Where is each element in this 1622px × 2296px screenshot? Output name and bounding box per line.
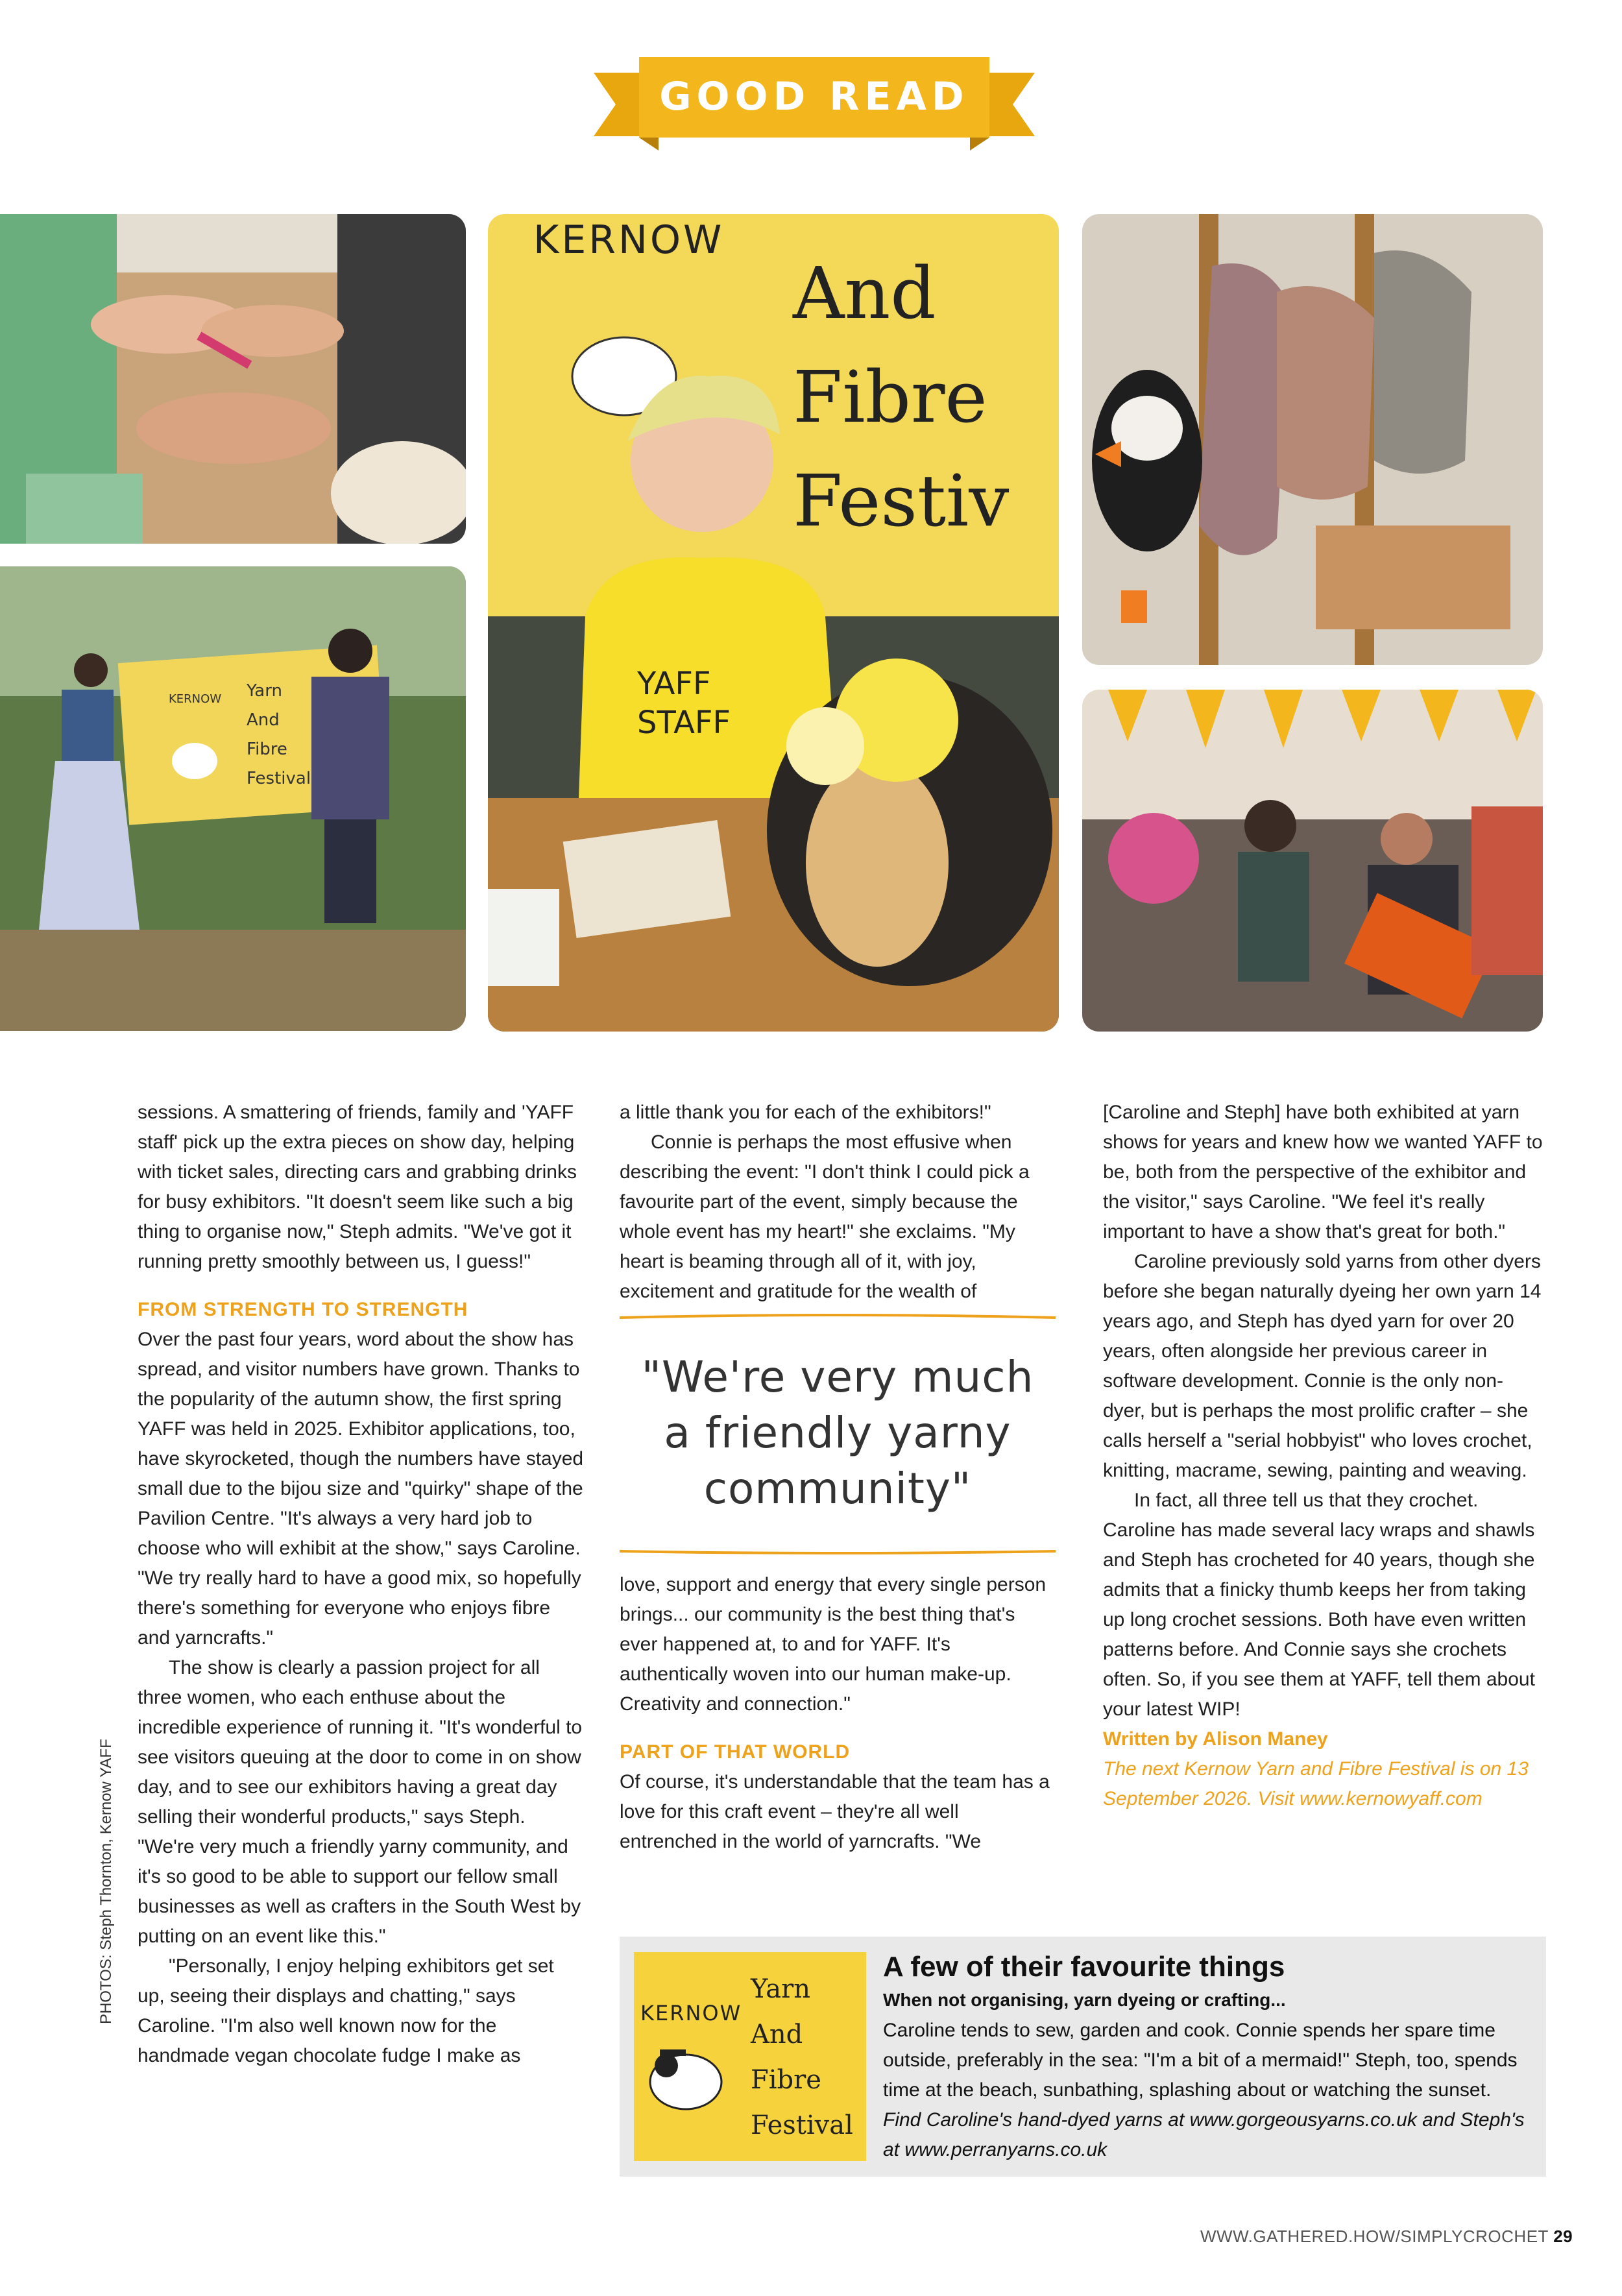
paragraph: In fact, all three tell us that they crochet. Caroline has made several lacy wraps and shawls and Steph has crocheted for 40 years, though she admits that a finicky thumb keeps her from taking up long crochet sessions. Both have even written patterns before. And Connie says she crochets often. So, if you see them at YAFF, tell them about your latest WIP!: [1103, 1490, 1535, 1720]
paragraph: love, support and energy that every single person brings... our community is the best thing that's ever happened at, to and for YAFF. It's authentically woven into our human make-up. Creativity and connection.": [620, 1574, 1047, 1715]
photo-hands-weaving: [0, 214, 466, 544]
stall-kernow-text: KERNOW: [533, 217, 725, 263]
article-column-1: [138, 1098, 585, 2071]
box-subtitle: When not organising, yarn dyeing or crafting...: [883, 1990, 1286, 2010]
small-banner-yarn: Yarn: [247, 681, 282, 701]
page-footer: [1200, 2227, 1573, 2247]
svg-text:Festival: Festival: [751, 2110, 853, 2140]
favourite-things-box: [620, 1937, 1546, 2177]
kernow-yaff-logo: [634, 1952, 866, 2161]
paragraph: The show is clearly a passion project for all three women, who each enthuse about the incredible experience of running it. "It's wonderful to see visitors queuing at the door to come in on show day, and to see our exhibitors having a great day selling their wonderful products," says Steph. "We're very much a friendly yarny community, and it's so good to be able to support our fellow small businesses as well as crafters in the South West by putting on an event like this.": [138, 1657, 583, 1947]
box-body: Caroline tends to sew, garden and cook. Connie spends her spare time outside, preferably in the sea: "I'm a bit of a mermaid!" Steph, too, spends time at the beach, sunbathing, splashing about or watching the sunset. Find Caroline's hand-dyed yarns at www.gorgeousyarns.co.uk and Steph's at www.perranyarns.co.uk: [883, 2020, 1525, 2160]
shirt-staff-text: STAFF: [637, 705, 731, 741]
paragraph: Connie is perhaps the most effusive when describing the event: "I don't think I could pick a favourite part of the event, simply because the whole event has my heart!" she exclaims. "My heart is beaming through all of it, with joy, excitement and gratitude for the wealth of: [620, 1131, 1030, 1302]
box-title: A few of their favourite things: [883, 1951, 1285, 1983]
quote-rule-bottom: [620, 1547, 1056, 1555]
small-banner-and: And: [247, 710, 280, 730]
footer-url: WWW.GATHERED.HOW/SIMPLYCROCHET: [1200, 2227, 1549, 2246]
paragraph: "Personally, I enjoy helping exhibitors get set up, seeing their displays and chatting," says Caroline. "I'm also well known now for the handmade vegan chocolate fudge I make as: [138, 1955, 554, 2066]
article-column-2: [620, 1098, 1056, 1312]
pull-quote: [620, 1314, 1056, 1557]
paragraph: Of course, it's understandable that the team has a love for this craft event – they're all well entrenched in the world of yarncrafts. "We: [620, 1771, 1050, 1852]
section-heading-strength: FROM STRENGTH TO STRENGTH: [138, 1299, 468, 1320]
article-column-2-cont: [620, 1570, 1056, 1857]
paragraph: [Caroline and Steph] have both exhibited at yarn shows for years and knew how we wanted YAFF to be, both from the perspective of the exhibitor and the visitor," says Caroline. "We feel it's really important to have a show that's great for both.": [1103, 1102, 1543, 1242]
svg-text:Yarn: Yarn: [751, 1974, 811, 2004]
byline: Written by Alison Maney: [1103, 1728, 1328, 1750]
photo-credit: PHOTOS: Steph Thornton, Kernow YAFF: [97, 1739, 115, 2024]
small-banner-fibre: Fibre: [247, 740, 287, 759]
banner-label: GOOD READ: [659, 74, 969, 119]
svg-text:And: And: [751, 2020, 803, 2049]
good-read-banner: [594, 53, 1035, 157]
page-number: 29: [1553, 2227, 1573, 2246]
svg-text:Fibre: Fibre: [751, 2065, 821, 2095]
shirt-yaff-text: YAFF: [637, 666, 711, 702]
photo-crowd-market: [1082, 690, 1543, 1032]
svg-text:KERNOW: KERNOW: [640, 2001, 742, 2025]
small-banner-festival: Festival: [247, 769, 311, 788]
photo-hanging-banner: [0, 566, 466, 1031]
pull-quote-text: "We're very much a friendly yarny community": [641, 1352, 1034, 1514]
stall-and-text: And: [793, 252, 936, 335]
stall-festival-text: Festiv: [793, 459, 1010, 542]
photo-stall-girl-yellow: [488, 214, 1059, 1032]
small-banner-kernow: KERNOW: [169, 692, 222, 706]
paragraph: sessions. A smattering of friends, family and 'YAFF staff' pick up the extra pieces on show day, helping with ticket sales, directing cars and grabbing drinks for busy exhibitors. "It doesn't seem like such a big thing to organise now," Steph admits. "We've got it running pretty smoothly between us, I guess!": [138, 1102, 577, 1272]
photo-puffin-bags: [1082, 214, 1543, 665]
quote-rule-top: [620, 1314, 1056, 1322]
paragraph: a little thank you for each of the exhibitors!": [620, 1102, 991, 1123]
paragraph: Caroline previously sold yarns from other dyers before she began naturally dyeing her own yarn 14 years ago, and Steph has dyed yarn for over 20 years, often alongside her previous career in software development. Connie is the only non-dyer, but is perhaps the most prolific crafter – she calls herself a "serial hobbyist" who loves crochet, knitting, macrame, sewing, painting and weaving.: [1103, 1251, 1542, 1481]
stall-fibre-text: Fibre: [793, 356, 987, 439]
next-event-note: The next Kernow Yarn and Fibre Festival is on 13 September 2026. Visit www.kernowyaff.com: [1103, 1758, 1529, 1809]
paragraph: Over the past four years, word about the show has spread, and visitor numbers have grown. Thanks to the popularity of the autumn show, the first spring YAFF was held in 2025. Exhibitor applications, too, have skyrocketed, though the numbers have stayed small due to the bijou size and "quirky" shape of the Pavilion Centre. "It's always a very hard job to choose who will exhibit at the show," says Caroline. "We try really hard to have a good mix, so hopefully there's something for everyone who enjoys fibre and yarncrafts.": [138, 1329, 584, 1649]
section-heading-world: PART OF THAT WORLD: [620, 1741, 851, 1763]
article-column-3: [1103, 1098, 1544, 1814]
